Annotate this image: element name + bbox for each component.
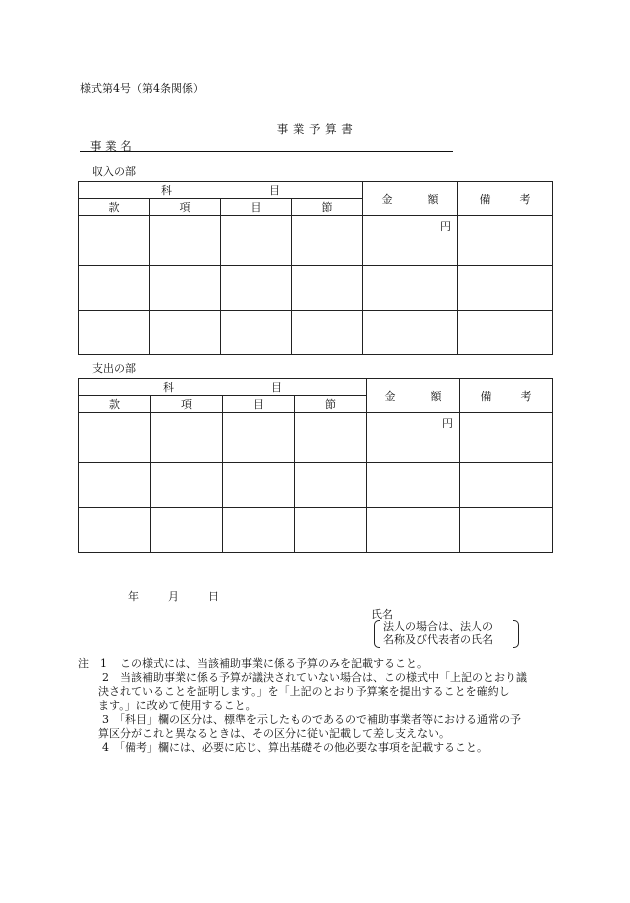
kamoku-char-2: 目 <box>269 184 280 197</box>
remarks-char-2: 考 <box>519 192 531 206</box>
kamoku-char-1: 科 <box>161 184 172 197</box>
remarks-header <box>458 182 553 216</box>
kamoku-header <box>79 182 363 199</box>
cell-setsu[interactable] <box>292 216 363 266</box>
left-bracket <box>374 620 380 648</box>
cell-kou[interactable] <box>150 216 221 266</box>
setsu-header: 節 <box>292 199 363 216</box>
cell-setsu[interactable] <box>295 413 367 463</box>
cell-kou[interactable] <box>151 463 223 508</box>
table-row <box>79 413 553 463</box>
cell-remarks[interactable] <box>460 463 553 508</box>
amount-char-2: 額 <box>430 389 442 403</box>
kan-header: 款 <box>79 199 150 216</box>
yen-unit: 円 <box>440 220 451 233</box>
cell-moku[interactable] <box>221 311 292 355</box>
setsu-header: 節 <box>295 396 367 413</box>
expense-section-label: 支出の部 <box>92 362 136 375</box>
cell-amount[interactable] <box>367 413 460 463</box>
remarks-char-1: 備 <box>479 192 491 206</box>
kan-header: 款 <box>79 396 151 413</box>
kou-header: 項 <box>151 396 223 413</box>
note-line: ます。」に改めて使用すること。 <box>98 699 257 712</box>
note-number: 2 <box>102 671 109 684</box>
signature-bracket-note <box>374 620 519 646</box>
kamoku-header <box>79 379 367 396</box>
notes-head: 注 <box>78 657 89 670</box>
cell-amount[interactable] <box>367 463 460 508</box>
note-line: 「科目」欄の区分は、標準を示したものであるので補助事業者等における通常の予 <box>114 713 521 726</box>
cell-moku[interactable] <box>223 463 295 508</box>
note-item-1 <box>78 657 558 671</box>
note-line: 決されていることを証明します。」を「上記のとおり予算案を提出することを確約し <box>98 685 510 698</box>
amount-header <box>363 182 458 216</box>
table-row <box>79 266 553 311</box>
cell-amount[interactable] <box>363 311 458 355</box>
moku-header: 目 <box>223 396 295 413</box>
business-name-underline <box>80 151 453 152</box>
notes-section <box>78 657 558 755</box>
cell-setsu[interactable] <box>295 508 367 553</box>
cell-remarks[interactable] <box>458 216 553 266</box>
day-field[interactable]: 日 <box>208 590 219 603</box>
cell-kan[interactable] <box>79 216 150 266</box>
cell-remarks[interactable] <box>460 508 553 553</box>
remarks-char-2: 考 <box>520 389 532 403</box>
kou-header: 項 <box>150 199 221 216</box>
cell-setsu[interactable] <box>295 463 367 508</box>
amount-header <box>367 379 460 413</box>
amount-char-1: 金 <box>381 192 393 206</box>
note-line: 算区分がこれと異なるときは、その区分に従い記載して差し支えない。 <box>98 727 450 740</box>
remarks-header <box>460 379 553 413</box>
cell-remarks[interactable] <box>458 266 553 311</box>
kamoku-char-1: 科 <box>163 381 174 394</box>
cell-moku[interactable] <box>221 266 292 311</box>
cell-remarks[interactable] <box>458 311 553 355</box>
table-row <box>79 311 553 355</box>
note-number: 4 <box>102 741 109 754</box>
right-bracket <box>513 620 519 648</box>
note-line: 当該補助事業に係る予算が議決されていない場合は、この様式中「上記のとおり議 <box>120 671 527 684</box>
bracket-line-2: 名称及び代表者の氏名 <box>383 633 493 646</box>
yen-unit: 円 <box>442 417 453 430</box>
table-row <box>79 508 553 553</box>
cell-moku[interactable] <box>223 508 295 553</box>
note-line: この様式には、当該補助事業に係る予算のみを記載すること。 <box>120 657 428 670</box>
income-section-label: 収入の部 <box>92 165 136 178</box>
table-row <box>79 463 553 508</box>
cell-setsu[interactable] <box>292 311 363 355</box>
note-number: 1 <box>100 657 107 670</box>
note-item-3 <box>78 713 558 741</box>
table-row <box>79 216 553 266</box>
document-title: 事 業 予 算 書 <box>276 122 354 136</box>
cell-amount[interactable] <box>367 508 460 553</box>
cell-kan[interactable] <box>79 266 150 311</box>
cell-kan[interactable] <box>79 311 150 355</box>
note-number: 3 <box>102 713 109 726</box>
cell-amount[interactable] <box>363 266 458 311</box>
remarks-char-1: 備 <box>480 389 492 403</box>
note-item-2 <box>78 671 558 713</box>
note-line: 「備考」欄には、必要に応じ、算出基礎その他必要な事項を記載すること。 <box>114 741 488 754</box>
cell-amount[interactable] <box>363 216 458 266</box>
income-table <box>78 181 553 355</box>
cell-kou[interactable] <box>150 311 221 355</box>
form-number: 様式第4号（第4条関係） <box>80 82 204 95</box>
cell-moku[interactable] <box>223 413 295 463</box>
kamoku-char-2: 目 <box>271 381 282 394</box>
cell-setsu[interactable] <box>292 266 363 311</box>
cell-kou[interactable] <box>150 266 221 311</box>
business-name-label: 事 業 名 <box>90 139 132 153</box>
cell-moku[interactable] <box>221 216 292 266</box>
expense-table <box>78 378 553 553</box>
date-line <box>128 588 219 604</box>
cell-kou[interactable] <box>151 508 223 553</box>
moku-header: 目 <box>221 199 292 216</box>
cell-remarks[interactable] <box>460 413 553 463</box>
signature-label: 氏名 <box>371 608 393 621</box>
cell-kan[interactable] <box>79 508 151 553</box>
amount-char-1: 金 <box>384 389 396 403</box>
year-field[interactable]: 年 <box>128 590 139 603</box>
month-field[interactable]: 月 <box>168 590 179 603</box>
bracket-line-1: 法人の場合は、法人の <box>383 620 493 633</box>
cell-kan[interactable] <box>79 413 151 463</box>
amount-char-2: 額 <box>427 192 439 206</box>
cell-kan[interactable] <box>79 463 151 508</box>
note-item-4 <box>78 741 558 755</box>
cell-kou[interactable] <box>151 413 223 463</box>
